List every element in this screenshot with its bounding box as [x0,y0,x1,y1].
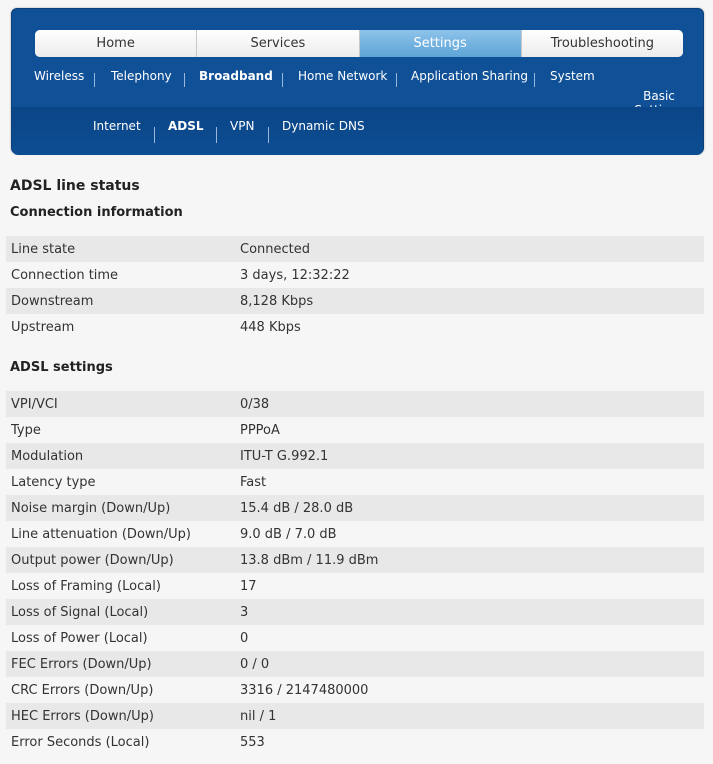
adsl-settings-table [6,391,704,755]
sub-nav-divider [184,73,185,87]
subtab-dynamic-dns[interactable]: Dynamic DNS [282,119,365,133]
table-row [6,417,704,443]
table-row [6,547,704,573]
navigation-panel [11,8,704,154]
row-key: VPI/VCI [6,391,235,417]
row-key: Connection time [6,262,235,288]
subtab-adsl[interactable]: ADSL [168,119,204,133]
table-row [6,677,704,703]
table-row [6,521,704,547]
row-key: CRC Errors (Down/Up) [6,677,235,703]
page-title: ADSL line status [10,178,140,194]
row-value: 9.0 dB / 7.0 dB [235,521,704,547]
row-key: HEC Errors (Down/Up) [6,703,235,729]
main-tab-bar [35,30,683,57]
row-key: Line state [6,236,235,262]
tab-home[interactable]: Home [35,30,197,57]
row-key: Line attenuation (Down/Up) [6,521,235,547]
broadband-sub-nav [12,107,703,155]
sub-nav-divider [154,127,155,143]
connection-info-heading: Connection information [10,205,183,220]
table-row [6,443,704,469]
table-row [6,573,704,599]
table-row [6,495,704,521]
row-value: PPPoA [235,417,704,443]
row-key: Downstream [6,288,235,314]
subtab-home-network[interactable]: Home Network [298,69,388,83]
row-value: nil / 1 [235,703,704,729]
table-row [6,314,704,340]
subtab-wireless[interactable]: Wireless [34,69,85,83]
sub-nav-divider [282,73,283,87]
row-value: 3316 / 2147480000 [235,677,704,703]
table-row [6,729,704,755]
row-key: Loss of Framing (Local) [6,573,235,599]
settings-sub-nav [12,65,703,109]
row-key: Upstream [6,314,235,340]
row-value: 0 [235,625,704,651]
row-key: Error Seconds (Local) [6,729,235,755]
row-key: Latency type [6,469,235,495]
row-value: 15.4 dB / 28.0 dB [235,495,704,521]
sub-nav-divider [396,73,397,87]
row-value: 17 [235,573,704,599]
tab-services[interactable]: Services [197,30,359,57]
row-value: 3 [235,599,704,625]
subtab-system[interactable]: System [550,69,595,83]
row-key: FEC Errors (Down/Up) [6,651,235,677]
row-key: Output power (Down/Up) [6,547,235,573]
sub-nav-divider [94,73,95,87]
row-value: 3 days, 12:32:22 [235,262,704,288]
tab-settings[interactable]: Settings [360,30,522,57]
row-value: 13.8 dBm / 11.9 dBm [235,547,704,573]
table-row [6,262,704,288]
sub-nav-divider [534,73,535,87]
row-value: 0/38 [235,391,704,417]
adsl-settings-heading: ADSL settings [10,360,113,375]
table-row [6,391,704,417]
table-row [6,625,704,651]
subtab-telephony[interactable]: Telephony [111,69,172,83]
row-value: 0 / 0 [235,651,704,677]
subtab-broadband[interactable]: Broadband [199,69,273,83]
sub-nav-divider [268,127,269,143]
table-row [6,599,704,625]
table-row [6,469,704,495]
tab-troubleshooting[interactable]: Troubleshooting [522,30,683,57]
table-row [6,288,704,314]
table-row [6,236,704,262]
row-value: 553 [235,729,704,755]
row-value: Connected [235,236,704,262]
table-row [6,703,704,729]
connection-info-table [6,236,704,340]
subtab-application-sharing[interactable]: Application Sharing [411,69,528,83]
row-value: 448 Kbps [235,314,704,340]
sub-nav-divider [216,127,217,143]
row-key: Type [6,417,235,443]
subtab-vpn[interactable]: VPN [230,119,255,133]
subtab-internet[interactable]: Internet [93,119,141,133]
row-key: Loss of Signal (Local) [6,599,235,625]
row-value: ITU-T G.992.1 [235,443,704,469]
row-value: Fast [235,469,704,495]
row-value: 8,128 Kbps [235,288,704,314]
row-key: Loss of Power (Local) [6,625,235,651]
row-key: Modulation [6,443,235,469]
row-key: Noise margin (Down/Up) [6,495,235,521]
table-row [6,651,704,677]
basic-settings-label-line1: Basic [643,89,675,103]
